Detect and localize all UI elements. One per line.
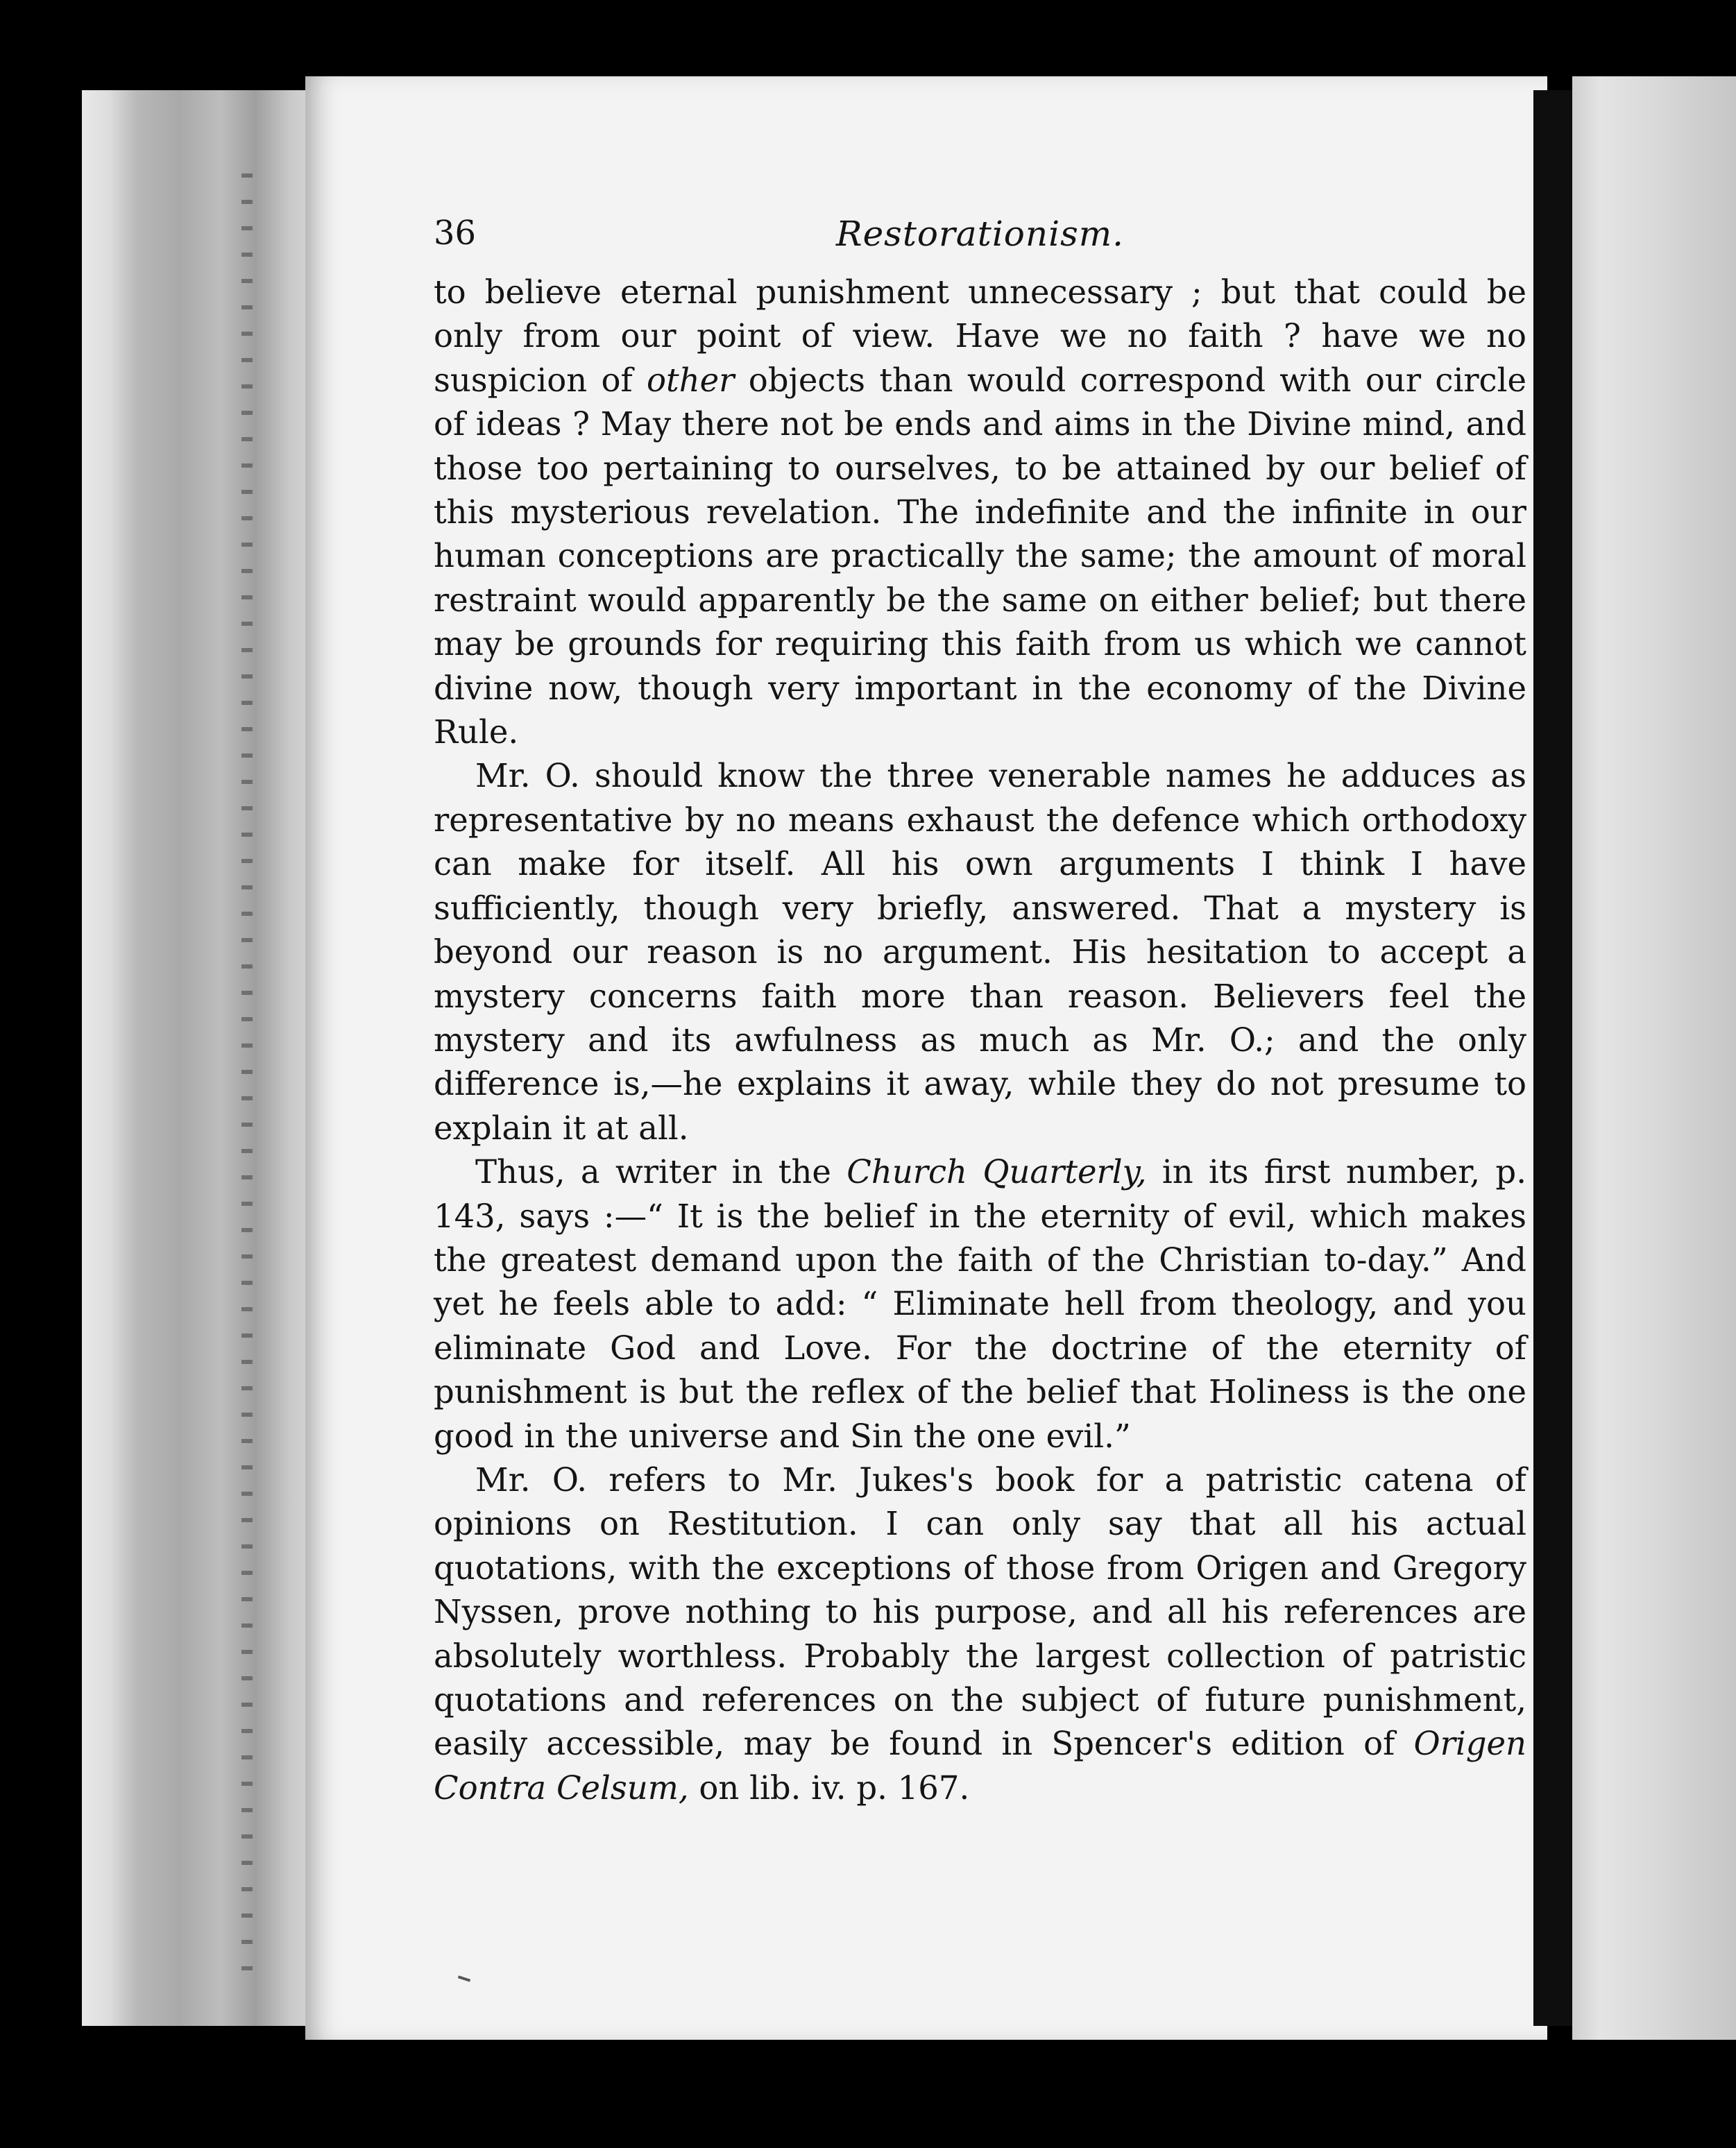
paragraph-3-text-1: Thus, a writer in the: [475, 1153, 847, 1191]
paragraph-1-text-2: objects than would correspond with our circle of ideas ? May there not be ends and aims in the Divine mind, and those too pertaining to ourselves, to be attained by our belief of this mysterious revelation. The indefinite and the infinite in our human conceptions are practically the same; the amount of moral restraint would apparently be the same on either belief; but there may be grounds for requiring this faith from us which we cannot divine now, though very important in the economy of the Divine Rule.: [434, 361, 1526, 751]
page-content: [434, 201, 1526, 1810]
body-text: [434, 271, 1526, 1810]
right-page-shadow: [1533, 90, 1572, 2026]
paragraph-2-text: Mr. O. should know the three venerable names he adduces as representative by no means exhaust the defence which orthodoxy can make for itself. All his own arguments I think I have sufficiently, though very briefly, answered. That a mystery is beyond our reason is no argument. His hesitation to accept a mystery concerns faith more than reason. Believers feel the mystery and its awfulness as much as Mr. O.; and the only difference is,—he explains it away, while they do not presume to explain it at all.: [434, 757, 1526, 1147]
page-header: [434, 201, 1526, 271]
left-binding-gutter: [82, 90, 311, 2026]
page-number: 36: [434, 214, 477, 253]
facing-page-edge: [1572, 76, 1736, 2040]
paragraph-4-italic-origen-contra-celsum: Origen Contra Celsum,: [434, 1725, 1526, 1807]
paragraph-1: [434, 271, 1526, 754]
paragraph-4-text-1: Mr. O. refers to Mr. Jukes's book for a patristic catena of opinions on Restitution. I can only say that all his actual quotations, with the exceptions of those from Origen and Gregory Nyssen, prove nothing to his purpose, and all his references are absolutely worthless. Probably the largest collection of patristic quotations and references on the subject of future punishment, easily accessible, may be found in Spencer's edition of: [434, 1460, 1526, 1763]
paragraph-3-italic-church-quarterly: Church Quarterly,: [846, 1153, 1147, 1191]
paragraph-1-italic-other: other: [647, 361, 735, 399]
paragraph-3: [434, 1150, 1526, 1458]
binding-stitching: [241, 173, 253, 1977]
paragraph-3-text-2: in its first number, p. 143, says :—“ It is the belief in the eternity of evil, which makes the greatest demand upon the faith of the Christian to-day.” And yet he feels able to add: “ Eliminate hell from theology, and you eliminate God and Love. For the doctrine of the eternity of punishment is but the reflex of the belief that Holiness is the one good in the universe and Sin the one evil.”: [434, 1153, 1526, 1455]
paragraph-4-text-2: on lib. iv. p. 167.: [688, 1768, 970, 1807]
paragraph-4: [434, 1458, 1526, 1810]
paragraph-1-text-1: to believe eternal punishment unnecessary ; but that could be only from our point of view. Have we no faith ? have we no suspicion of: [434, 273, 1526, 399]
running-title: Restorationism.: [835, 214, 1125, 254]
paragraph-2: [434, 754, 1526, 1150]
